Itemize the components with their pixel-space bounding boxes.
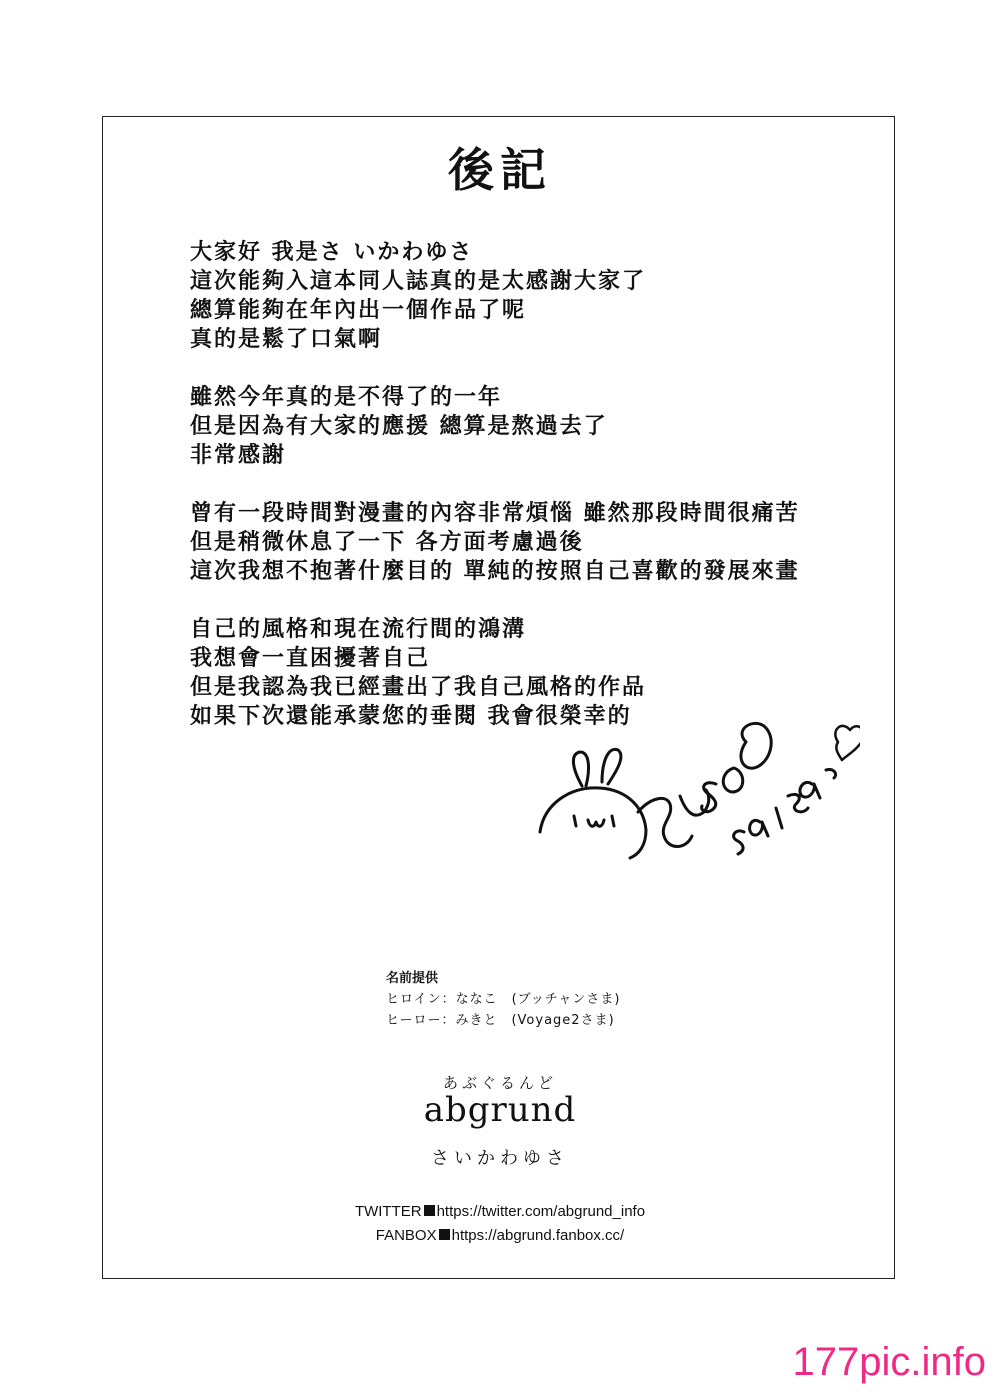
signature-stroke bbox=[826, 770, 836, 778]
name-credits bbox=[386, 968, 620, 1031]
social-links bbox=[0, 1200, 1000, 1248]
afterword-line: 這次我想不抱著什麼目的 單純的按照自己喜歡的發展來畫 bbox=[190, 559, 800, 584]
bunny-eye-right bbox=[612, 816, 614, 826]
afterword-line: 雖然今年真的是不得了的一年 bbox=[190, 385, 503, 410]
twitter-url[interactable]: https://twitter.com/abgrund_info bbox=[436, 1203, 646, 1220]
signature-stroke bbox=[741, 723, 771, 768]
circle-reading: あぶぐるんど bbox=[442, 1074, 557, 1092]
afterword-line: 總算能夠在年內出一個作品了呢 bbox=[190, 298, 527, 323]
bunny-ear-left bbox=[573, 752, 588, 786]
afterword-line: 但是我認為我已經畫出了我自己風格的作品 bbox=[190, 675, 647, 700]
twitter-link-row bbox=[0, 1200, 1000, 1224]
afterword-line: 這次能夠入這本同人誌真的是太感謝大家了 bbox=[190, 269, 647, 294]
signature-drawing bbox=[520, 712, 860, 882]
signature-stroke bbox=[750, 820, 768, 836]
square-bullet-icon bbox=[439, 1229, 450, 1240]
bunny-head bbox=[540, 788, 646, 858]
afterword-line: 自己的風格和現在流行間的鴻溝 bbox=[190, 617, 527, 642]
credit-row: ヒロイン：ななこ (ブッチャンさま) bbox=[386, 992, 621, 1007]
afterword-line: 曾有一段時間對漫畫的內容非常煩惱 雖然那段時間很痛苦 bbox=[190, 501, 800, 526]
bunny-mouth bbox=[588, 820, 604, 826]
afterword-body bbox=[190, 238, 850, 760]
fanbox-link-row bbox=[0, 1224, 1000, 1248]
bunny-ear-right bbox=[602, 749, 621, 784]
afterword-line: 但是稍微休息了一下 各方面考慮過後 bbox=[190, 530, 584, 555]
fanbox-url[interactable]: https://abgrund.fanbox.cc/ bbox=[451, 1227, 625, 1244]
afterword-line: 大家好 我是さ いかわゆさ bbox=[190, 240, 474, 265]
author-name: さいかわゆさ bbox=[431, 1148, 569, 1169]
credits-heading: 名前提供 bbox=[386, 971, 439, 986]
signature-stroke bbox=[776, 808, 782, 828]
heart-icon bbox=[835, 726, 860, 760]
signature-stroke bbox=[800, 782, 820, 798]
afterword-line: 非常感謝 bbox=[190, 443, 287, 468]
bunny-eye-left bbox=[574, 816, 576, 826]
afterword-paragraph-2 bbox=[190, 383, 850, 470]
twitter-label: TWITTER bbox=[354, 1203, 422, 1220]
fanbox-label: FANBOX bbox=[375, 1227, 437, 1244]
signature-stroke bbox=[723, 768, 743, 792]
afterword-line: 但是因為有大家的應援 總算是熬過去了 bbox=[190, 414, 608, 439]
signature-stroke bbox=[734, 831, 744, 854]
afterword-paragraph-3 bbox=[190, 499, 850, 586]
page-title: 後記 bbox=[448, 143, 552, 197]
circle-name: abgrund bbox=[423, 1090, 577, 1130]
afterword-line: 真的是鬆了口氣啊 bbox=[190, 327, 383, 352]
credit-row: ヒーロー：みきと (Voyage2さま) bbox=[386, 1013, 615, 1028]
afterword-line: 如果下次還能承蒙您的垂閱 我會很榮幸的 bbox=[190, 704, 632, 729]
afterword-line: 我想會一直困擾著自己 bbox=[190, 646, 431, 671]
site-watermark: 177pic.info bbox=[792, 1340, 986, 1384]
square-bullet-icon bbox=[424, 1205, 435, 1216]
afterword-paragraph-1 bbox=[190, 238, 850, 354]
